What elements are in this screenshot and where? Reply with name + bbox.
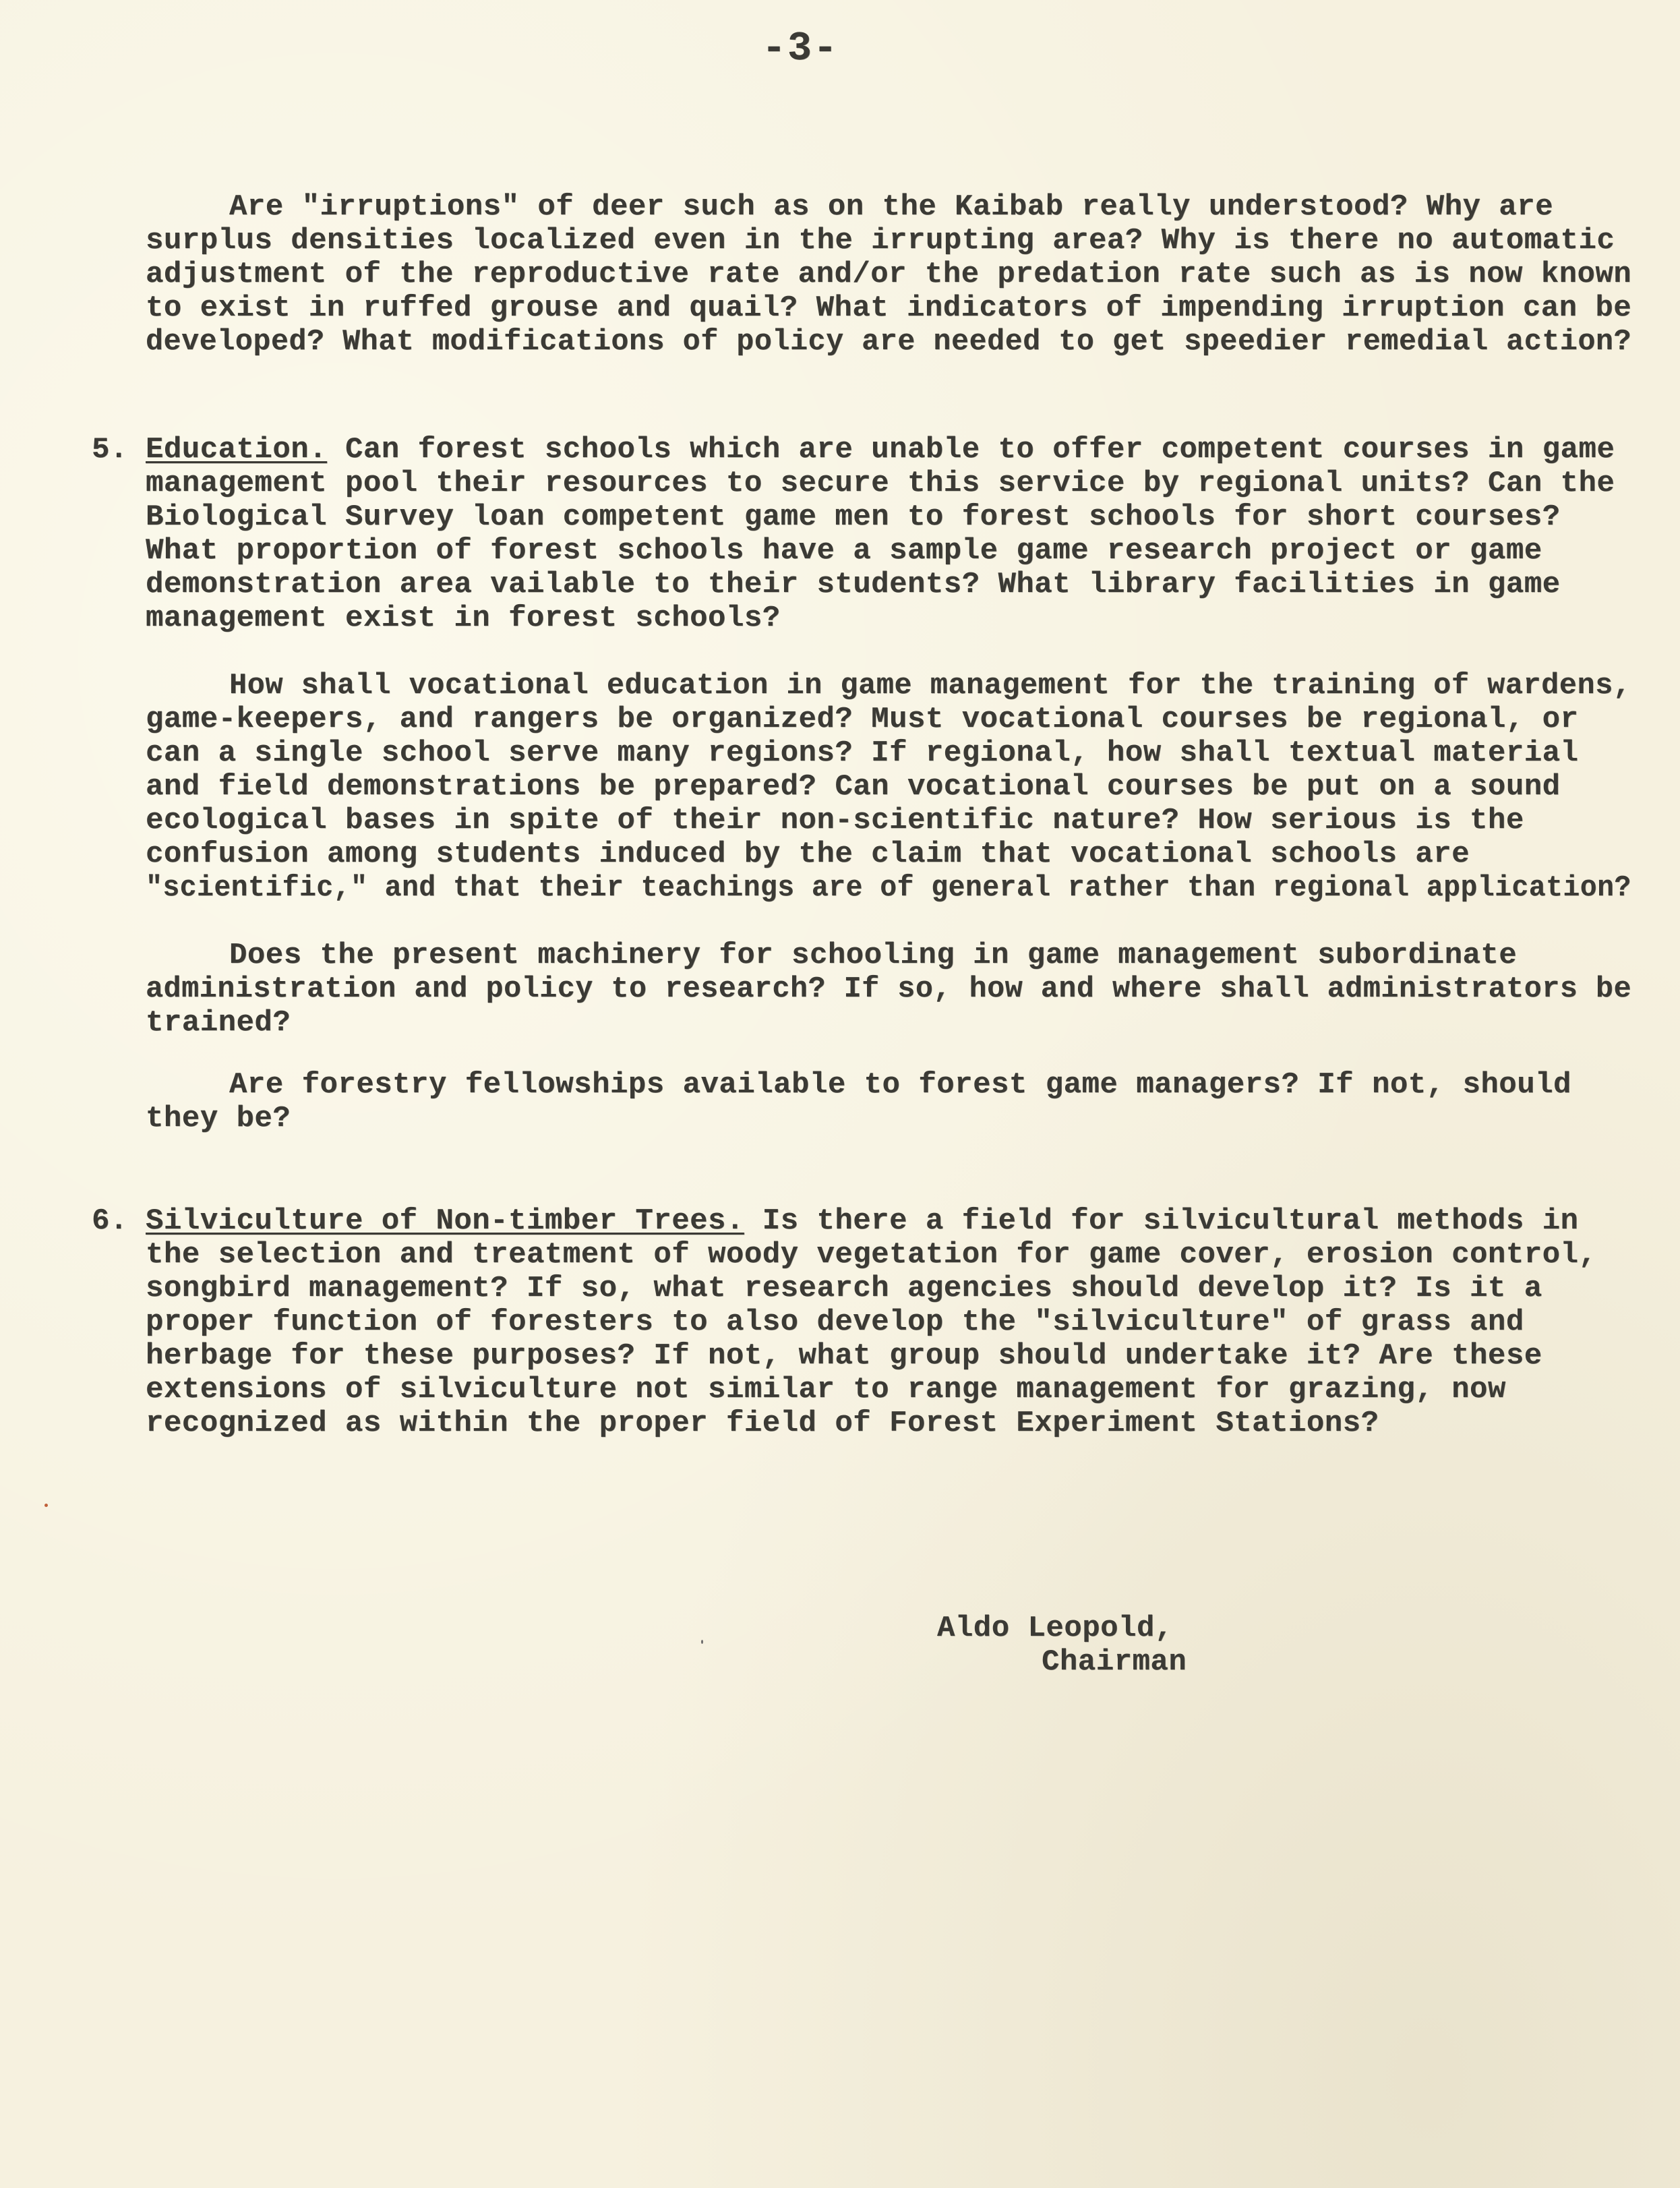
text-line: proper function of foresters to also develop the "silviculture" of grass and: [146, 1305, 1524, 1339]
text-line: the selection and treatment of woody vegetation for game cover, erosion control,: [146, 1238, 1597, 1272]
text-segment: Is there a field for silvicultural methods in: [744, 1204, 1579, 1238]
text-line: extensions of silviculture not similar to range management for grazing, now: [146, 1373, 1506, 1407]
text-line: and field demonstrations be prepared? Can vocational courses be put on a sound: [146, 770, 1561, 804]
text-line: surplus densities localized even in the irrupting area? Why is there no automatic: [146, 224, 1615, 258]
text-line: recognized as within the proper field of Forest Experiment Stations?: [146, 1407, 1379, 1440]
section-heading: Silviculture of Non-timber Trees.: [146, 1204, 744, 1238]
section-number: 6.: [92, 1204, 128, 1238]
paper-speck: [701, 1640, 703, 1644]
text-line: herbage for these purposes? If not, what group should undertake it? Are these: [146, 1339, 1542, 1373]
section-heading: Education.: [146, 433, 328, 467]
text-line: Are "irruptions" of deer such as on the Kaibab really understood? Why are: [229, 190, 1554, 224]
text-line: songbird management? If so, what research agencies should develop it? Is it a: [146, 1272, 1542, 1305]
text-line: management exist in forest schools?: [146, 601, 781, 635]
text-line: adjustment of the reproductive rate and/or the predation rate such as is now known: [146, 258, 1632, 291]
text-line: What proportion of forest schools have a sample game research project or game: [146, 534, 1542, 568]
signature-name: Aldo Leopold,: [937, 1612, 1173, 1645]
text-line: How shall vocational education in game management for the training of wardens,: [229, 669, 1631, 703]
text-line: developed? What modifications of policy are needed to get speedier remedial action?: [146, 325, 1632, 359]
text-line: game-keepers, and rangers be organized? Must vocational courses be regional, or: [146, 703, 1579, 736]
section-number: 5.: [92, 433, 128, 467]
text-segment: Can forest schools which are unable to offer competent courses in game: [327, 433, 1615, 467]
text-line: administration and policy to research? If so, how and where shall administrators be: [146, 972, 1632, 1006]
text-line: ecological bases in spite of their non-scientific nature? How serious is the: [146, 804, 1524, 837]
text-line: Are forestry fellowships available to forest game managers? If not, should: [229, 1068, 1571, 1102]
section-first-line: [146, 433, 1615, 467]
text-line: demonstration area vailable to their students? What library facilities in game: [146, 568, 1561, 601]
paper-speck: [44, 1504, 48, 1507]
text-line: Biological Survey loan competent game men to forest schools for short courses?: [146, 500, 1561, 534]
page-number: -3-: [762, 26, 839, 72]
text-line: "scientific," and that their teachings are of general rather than regional application?: [146, 871, 1631, 905]
text-line: management pool their resources to secure this service by regional units? Can the: [146, 467, 1615, 500]
text-line: can a single school serve many regions? If regional, how shall textual material: [146, 736, 1579, 770]
text-line: to exist in ruffed grouse and quail? What indicators of impending irruption can be: [146, 291, 1632, 325]
text-line: Does the present machinery for schooling in game management subordinate: [229, 939, 1518, 972]
text-line: they be?: [146, 1102, 291, 1135]
signature-title: Chairman: [1042, 1645, 1187, 1679]
section-first-line: [146, 1204, 1578, 1238]
text-line: trained?: [146, 1006, 291, 1040]
text-line: confusion among students induced by the claim that vocational schools are: [146, 837, 1470, 871]
